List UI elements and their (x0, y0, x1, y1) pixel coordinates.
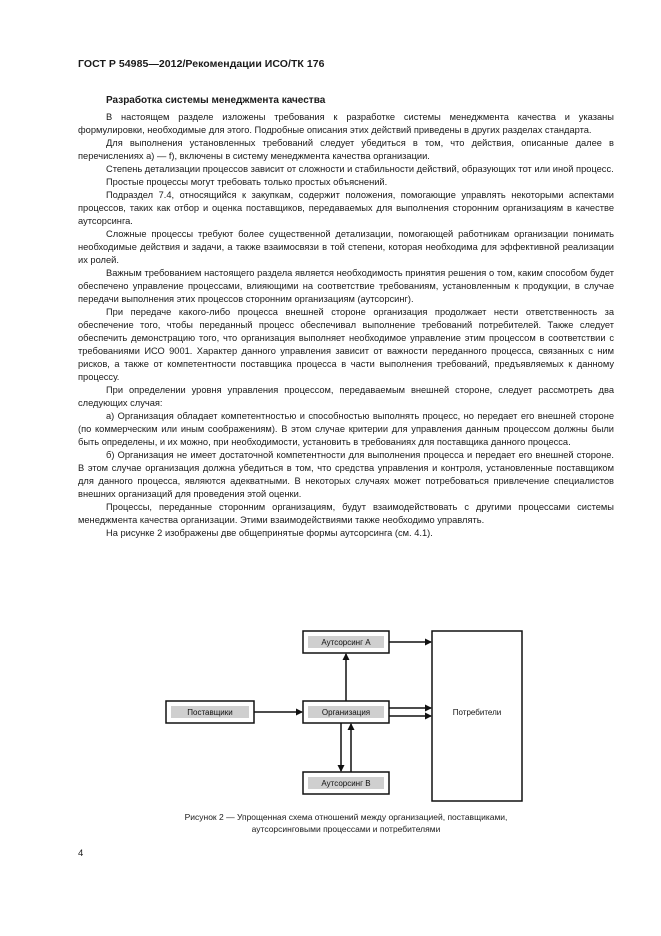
paragraph: Подраздел 7.4, относящийся к закупкам, содержит положения, помогающие управлять некоторыми аспектами процессов, таких как отбор и оценка поставщиков, передаваемых для выполнения сторонним организациям в качестве аутсорсинга. (78, 190, 614, 226)
organization-box (303, 701, 389, 723)
paragraph: Простые процессы могут требовать только простых объяснений. (106, 177, 388, 187)
outsourcing-diagram (160, 626, 530, 806)
list-item-a: а) Организация обладает компетентностью и способностью выполнять процесс, но передает его внешней стороне (по коммерческим или иным соображениям). В этом случае критерии для управления данным процессом должны были быть определены, и их можно, при необходимости, установить в требованиях для поставщика данного процесса. (78, 411, 614, 447)
consumers-box (432, 631, 522, 801)
document-header: ГОСТ Р 54985—2012/Рекомендации ИСО/ТК 176 (78, 58, 325, 70)
outsourcing-b-box (303, 772, 389, 794)
suppliers-box (166, 701, 254, 723)
consumers-label: Потребители (452, 708, 502, 717)
page-number: 4 (78, 848, 84, 859)
paragraph: Сложные процессы требуют более существенной детализации, помогающей работникам организации понимать необходимые действия и задачи, а также взаимосвязи в той степени, которая необходима для эффективной реализации их ролей. (78, 229, 614, 265)
caption-line-2: аутсорсинговыми процессами и потребителями (251, 823, 441, 834)
organization-label: Организация (321, 708, 371, 717)
list-item-b: б) Организация не имеет достаточной компетентности для выполнения процесса и передает его внешней стороне. В этом случае организация должна убедиться в том, что средства управления и контроля, установленные поставщиком для данного процесса, являются адекватными. В некоторых случаях может потребоваться привлечение специалистов внешних организаций для проведения этой оценки. (78, 450, 614, 499)
paragraph: При определении уровня управления процессом, передаваемым внешней стороне, следует рассмотреть два следующих случая: (78, 385, 614, 408)
caption-line-1: Рисунок 2 — Упрощенная схема отношений между организацией, поставщиками, (184, 812, 508, 822)
diagram-canvas (160, 626, 530, 806)
outsourcing-a-box (303, 631, 389, 653)
paragraph: При передаче какого-либо процесса внешней стороне организация продолжает нести ответственность за обеспечение того, чтобы переданный процесс обеспечивал выполнение требований потребителей. Также следует обеспечить демонстрацию того, что организация выполняет необходимое управление этим процессом в соответствии с требованиями ИСО 9001. Характер данного управления зависит от важности переданного процесса, связанных с ним рисков, а также от компетентности поставщика процесса в части выполнения требований, предъявляемых к данному процессу. (78, 307, 614, 382)
outsourcing-a-label: Аутсорсинг А (321, 638, 371, 647)
paragraph: Важным требованием настоящего раздела является необходимость принятия решения о том, каким способом будет обеспечено управление процессами, влияющими на соответствие требованиям, установленным к продукции, в случае передачи выполнения этих процессов сторонним организациям (аутсорсинг). (78, 268, 614, 304)
paragraph: В настоящем разделе изложены требования к разработке системы менеджмента качества и указаны формулировки, необходимые для этого. Подробные описания этих действий приведены в других разделах стандарта. (78, 112, 614, 135)
paragraph: На рисунке 2 изображены две общепринятые формы аутсорсинга (см. 4.1). (106, 528, 433, 538)
body-text (78, 111, 614, 540)
paragraph: Для выполнения установленных требований следует убедиться в том, что действия, описанные далее в перечислениях а) — f), включены в систему менеджмента качества организации. (78, 138, 614, 161)
suppliers-label: Поставщики (187, 708, 233, 717)
paragraph: Степень детализации процессов зависит от сложности и стабильности действий, образующих тот или иной процесс. (106, 164, 614, 174)
outsourcing-b-label: Аутсорсинг В (321, 779, 371, 788)
section-title: Разработка системы менеджмента качества (106, 95, 326, 106)
figure-caption (78, 812, 614, 835)
paragraph: Процессы, переданные сторонним организациям, будут взаимодействовать с другими процессами системы менеджмента качества организации. Этими взаимодействиями также необходимо управлять. (78, 502, 614, 525)
